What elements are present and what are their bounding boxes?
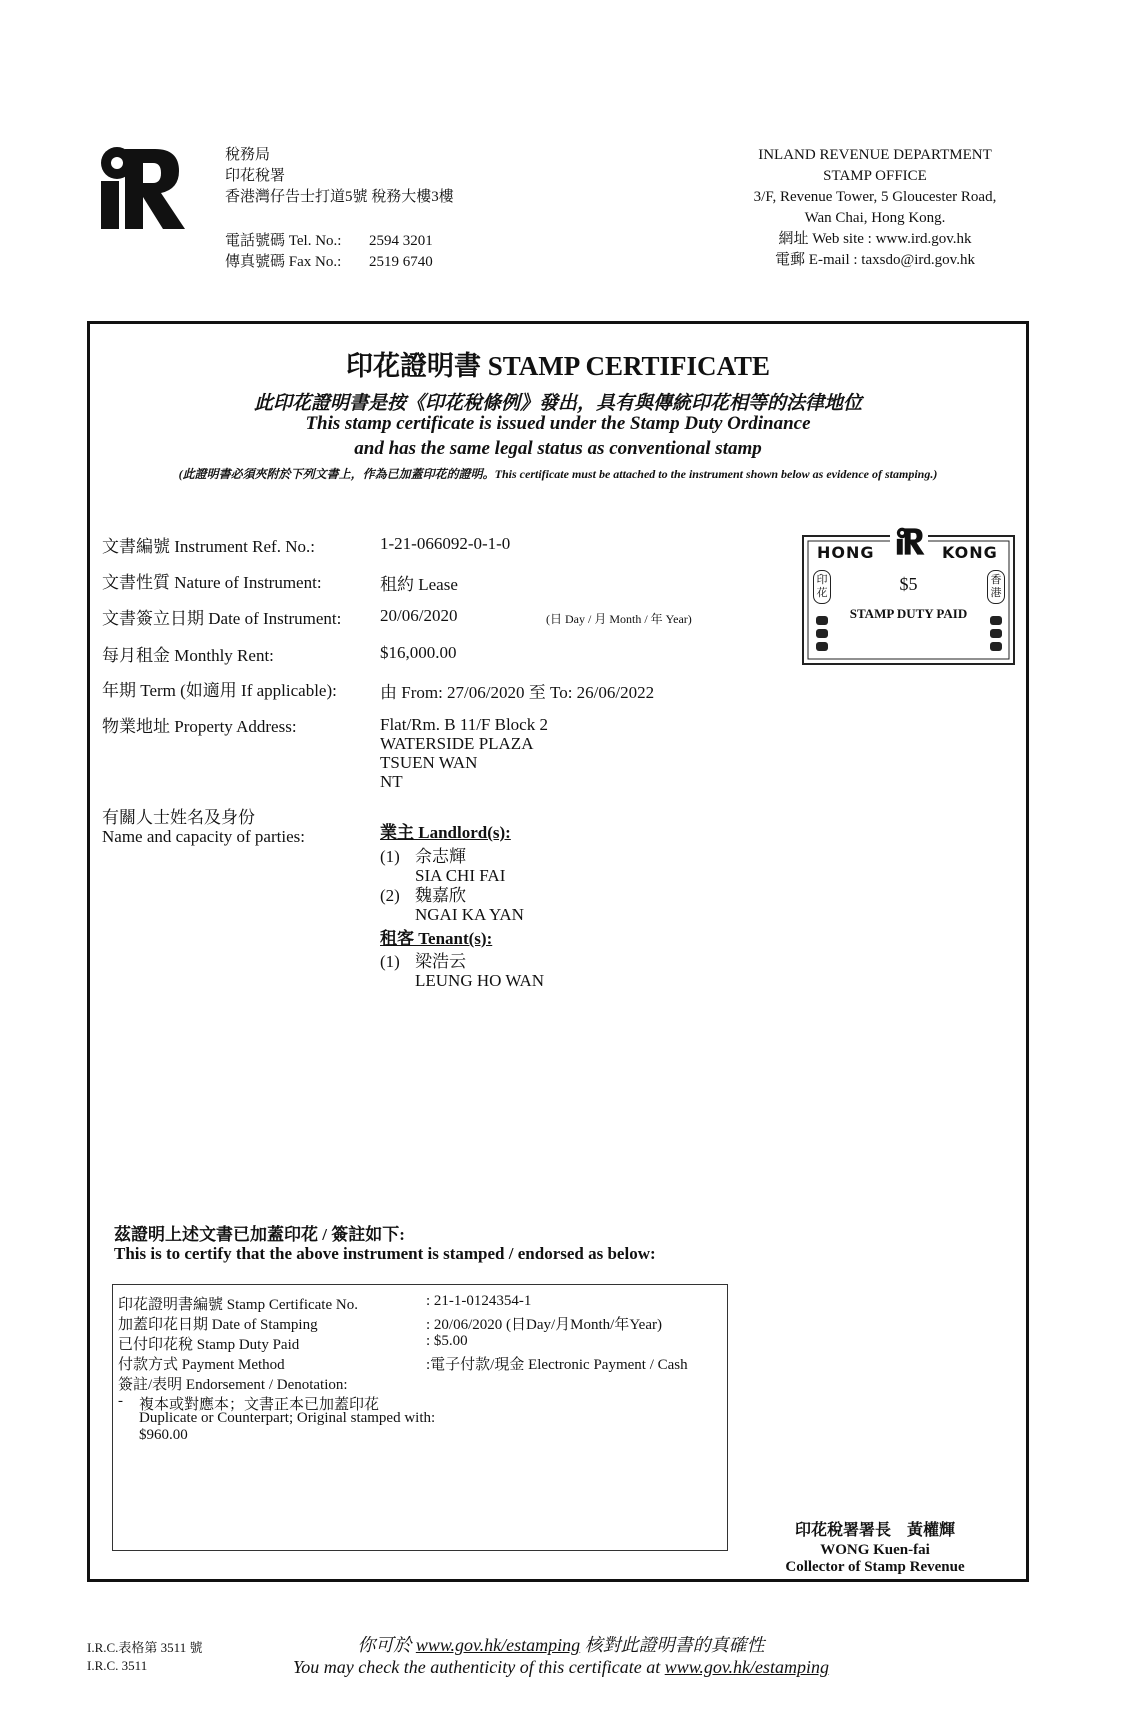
header-right-line: INLAND REVENUE DEPARTMENT (758, 147, 992, 163)
endorsement-line: Duplicate or Counterpart; Original stamped with: (139, 1410, 436, 1426)
party-name-cn: 佘志輝 (415, 847, 466, 866)
stamp-logo-icon (893, 527, 927, 555)
address-line: TSUEN WAN (380, 753, 478, 772)
cert-row-label: 加蓋印花日期 Date of Stamping (118, 1317, 318, 1333)
web-site: 網址 Web site : www.ird.gov.hk (778, 231, 972, 247)
address-line: Flat/Rm. B 11/F Block 2 (380, 715, 548, 734)
tel-label: 電話號碼 Tel. No.: (225, 233, 342, 249)
authenticity-en-pre: You may check the authenticity of this certificate at (292, 1657, 661, 1677)
header-right-line: Wan Chai, Hong Kong. (804, 210, 946, 226)
stamp-hong: HONG (817, 543, 875, 562)
parties-label-en: Name and capacity of parties: (102, 827, 305, 846)
fax-value: 2519 6740 (369, 254, 433, 270)
parties-label-cn: 有關人士姓名及身份 (102, 808, 255, 827)
landlord-1 (380, 847, 505, 885)
party-name-en: LEUNG HO WAN (415, 971, 545, 990)
party-number: (2) (380, 886, 400, 905)
date-value: 20/06/2020 (380, 606, 458, 625)
email: 電郵 E-mail : taxsdo@ird.gov.hk (775, 252, 975, 268)
stamp-left-ornament-icon (815, 615, 829, 658)
endorsement-dash: - (118, 1393, 123, 1409)
landlord-heading: 業主 Landlord(s): (380, 823, 511, 842)
cert-row-value: : $5.00 (426, 1333, 468, 1349)
party-name-en: NGAI KA YAN (415, 905, 524, 924)
stamp-kong: KONG (942, 543, 998, 562)
tenant-1 (380, 952, 544, 990)
address-label: 物業地址 Property Address: (102, 717, 297, 736)
subtitle-en-2: and has the same legal status as conventional stamp (354, 438, 762, 459)
party-name-en: SIA CHI FAI (415, 866, 506, 885)
estamping-link-2[interactable]: www.gov.hk/estamping (664, 1657, 830, 1677)
date-format: (日 Day / 月 Month / 年 Year) (546, 612, 692, 626)
endorsement-line: $960.00 (139, 1427, 188, 1443)
stamp-caption: STAMP DUTY PAID (849, 606, 968, 621)
ref-value: 1-21-066092-0-1-0 (380, 534, 511, 553)
form-number-en: I.R.C. 3511 (87, 1658, 148, 1673)
authenticity-cn-pre: 你可於 (357, 1635, 412, 1655)
header-left-line: 印花稅署 (225, 168, 286, 184)
term-label: 年期 Term (如適用 If applicable): (102, 681, 337, 700)
cert-row-label: 已付印花稅 Stamp Duty Paid (118, 1337, 300, 1353)
cert-row-value: : 21-1-0124354-1 (426, 1293, 532, 1309)
cert-row (118, 1333, 299, 1354)
signature-name: WONG Kuen-fai (820, 1542, 930, 1558)
party-name-cn: 梁浩云 (415, 952, 466, 971)
header-right-address (715, 145, 1035, 271)
stamp-right-ornament-icon (989, 615, 1003, 658)
signature-title: Collector of Stamp Revenue (785, 1559, 965, 1575)
estamping-link-1[interactable]: www.gov.hk/estamping (415, 1635, 581, 1655)
tel-value: 2594 3201 (369, 233, 433, 249)
address-line: WATERSIDE PLAZA (380, 734, 534, 753)
cert-row (118, 1293, 358, 1314)
header-left-line: 香港灣仔告士打道5號 稅務大樓3樓 (225, 189, 454, 205)
certify-cn: 茲證明上述文書已加蓋印花 / 簽註如下: (114, 1225, 405, 1244)
tenant-heading: 租客 Tenant(s): (380, 929, 493, 948)
party-number: (1) (380, 952, 400, 971)
signature-cn: 印花稅署署長 黃權輝 (794, 1522, 955, 1539)
rent-value: $16,000.00 (380, 643, 457, 662)
header-left-line: 稅務局 (225, 147, 271, 163)
stamp-amount: $5 (899, 574, 918, 594)
authenticity-cn-post: 核對此證明書的真確性 (584, 1635, 765, 1655)
landlord-2 (380, 886, 524, 924)
cert-row (118, 1353, 285, 1374)
attach-note: (此證明書必須夾附於下列文書上，作為已加蓋印花的證明。This certificate must be attached to the instrument shown below as evidence of stamping.) (178, 467, 938, 481)
endorsement-label: 簽註/表明 Endorsement / Denotation: (118, 1377, 348, 1393)
header-right-line: STAMP OFFICE (823, 168, 927, 184)
stamp-right-seal: 香港 (987, 570, 1005, 604)
nature-label: 文書性質 Nature of Instrument: (102, 573, 322, 592)
authenticity-cn (0, 1631, 1122, 1657)
term-value: 由 From: 27/06/2020 至 To: 26/06/2022 (380, 683, 655, 702)
parties-label (102, 808, 305, 846)
cert-row (118, 1313, 318, 1334)
stamp-left-seal: 印花 (813, 570, 831, 604)
cert-row-label: 付款方式 Payment Method (118, 1357, 285, 1373)
address-line: NT (380, 772, 403, 791)
ird-logo (95, 145, 187, 230)
nature-value: 租約 Lease (380, 575, 458, 594)
certificate-title: 印花證明書 STAMP CERTIFICATE (345, 351, 771, 381)
header-contact (225, 231, 433, 273)
authenticity-en (0, 1657, 1122, 1678)
stamping-details-box (112, 1284, 728, 1551)
endorsement-line: 複本或對應本；文書正本已加蓋印花 (139, 1397, 380, 1413)
cert-row-value: :電子付款/現金 Electronic Payment / Cash (426, 1357, 688, 1373)
ref-label: 文書編號 Instrument Ref. No.: (102, 537, 315, 556)
party-number: (1) (380, 847, 400, 866)
form-number-cn: I.R.C.表格第 3511 號 (87, 1640, 203, 1655)
date-label: 文書簽立日期 Date of Instrument: (102, 609, 342, 628)
stamp-duty-paid-stamp (802, 527, 1015, 665)
party-name-cn: 魏嘉欣 (415, 886, 466, 905)
cert-row-label: 印花證明書編號 Stamp Certificate No. (118, 1297, 358, 1313)
cert-row-value: : 20/06/2020 (日Day/月Month/年Year) (426, 1317, 662, 1333)
subtitle-cn: 此印花證明書是按《印花稅條例》發出，具有與傳統印花相等的法律地位 (253, 393, 862, 414)
rent-label: 每月租金 Monthly Rent: (102, 646, 274, 665)
header-right-line: 3/F, Revenue Tower, 5 Gloucester Road, (753, 189, 997, 205)
address-block (380, 715, 548, 791)
header-left-address (225, 145, 454, 208)
certificate-frame (87, 321, 1029, 1582)
fax-label: 傳真號碼 Fax No.: (225, 254, 342, 270)
subtitle-en-1: This stamp certificate is issued under the Stamp Duty Ordinance (305, 413, 811, 434)
certify-en: This is to certify that the above instrument is stamped / endorsed as below: (114, 1244, 656, 1263)
